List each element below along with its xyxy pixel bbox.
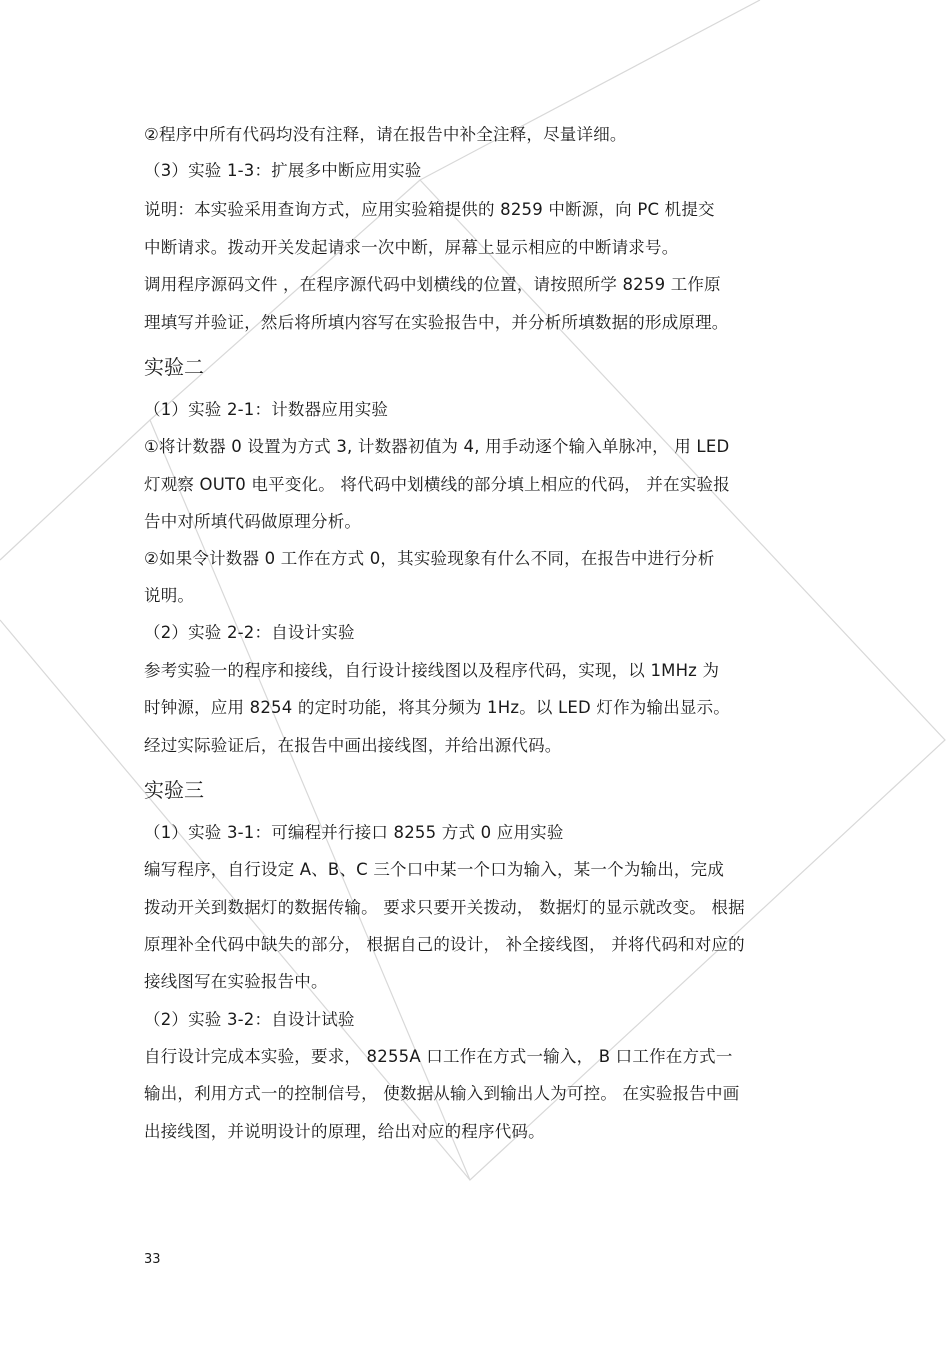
paragraph-line: 中断请求。拨动开关发起请求一次中断，屏幕上显示相应的中断请求号。 [144,238,679,257]
paragraph-line: 调用程序源码文件 ，在程序源代码中划横线的位置，请按照所学 8259 工作原 [144,275,721,294]
paragraph-line: ②程序中所有代码均没有注释，请在报告中补全注释，尽量详细。 [144,125,627,144]
paragraph-line: ②如果令计数器 0 工作在方式 0，其实验现象有什么不同，在报告中进行分析 [144,549,715,568]
section-title: （1）实验 2-1：计数器应用实验 [144,400,389,419]
section-title: （3）实验 1-3：扩展多中断应用实验 [144,161,422,180]
paragraph-line: 告中对所填代码做原理分析。 [144,512,362,531]
chapter-heading: 实验三 [144,778,204,802]
paragraph-line: 拨动开关到数据灯的数据传输。 要求只要开关拨动， 数据灯的显示就改变。 根据 [144,898,745,917]
paragraph-line: 灯观察 OUT0 电平变化。 将代码中划横线的部分填上相应的代码， 并在实验报 [144,475,730,494]
paragraph-line: 原理补全代码中缺失的部分， 根据自己的设计， 补全接线图， 并将代码和对应的 [144,935,745,954]
paragraph-line: 说明。 [144,586,195,605]
paragraph-line: 出接线图，并说明设计的原理，给出对应的程序代码。 [144,1122,545,1141]
section-title: （2）实验 2-2：自设计实验 [144,623,355,642]
section-title: （2）实验 3-2：自设计试验 [144,1010,355,1029]
section-title: （1）实验 3-1：可编程并行接口 8255 方式 0 应用实验 [144,823,564,842]
paragraph-line: 经过实际验证后，在报告中画出接线图，并给出源代码。 [144,736,562,755]
paragraph-line: 编写程序，自行设定 A、B、C 三个口中某一个口为输入，某一个为输出，完成 [144,860,725,879]
paragraph-line: 自行设计完成本实验，要求， 8255A 口工作在方式一输入， B 口工作在方式一 [144,1047,733,1066]
page-number: 33 [144,1252,161,1267]
paragraph-line: 时钟源，应用 8254 的定时功能，将其分频为 1Hz。以 LED 灯作为输出显示。 [144,698,731,717]
paragraph-line: 参考实验一的程序和接线，自行设计接线图以及程序代码，实现，以 1MHz 为 [144,661,720,680]
paragraph-line: 输出，利用方式一的控制信号， 使数据从输入到输出人为可控。 在实验报告中画 [144,1084,740,1103]
chapter-heading: 实验二 [144,355,204,379]
paragraph-line: 理填写并验证，然后将所填内容写在实验报告中，并分析所填数据的形成原理。 [144,313,729,332]
paragraph-line: 接线图写在实验报告中。 [144,972,328,991]
paragraph-line: 说明：本实验采用查询方式，应用实验箱提供的 8259 中断源，向 PC 机提交 [144,200,715,219]
paragraph-line: ①将计数器 0 设置为方式 3, 计数器初值为 4, 用手动逐个输入单脉冲， 用 LED [144,437,730,456]
